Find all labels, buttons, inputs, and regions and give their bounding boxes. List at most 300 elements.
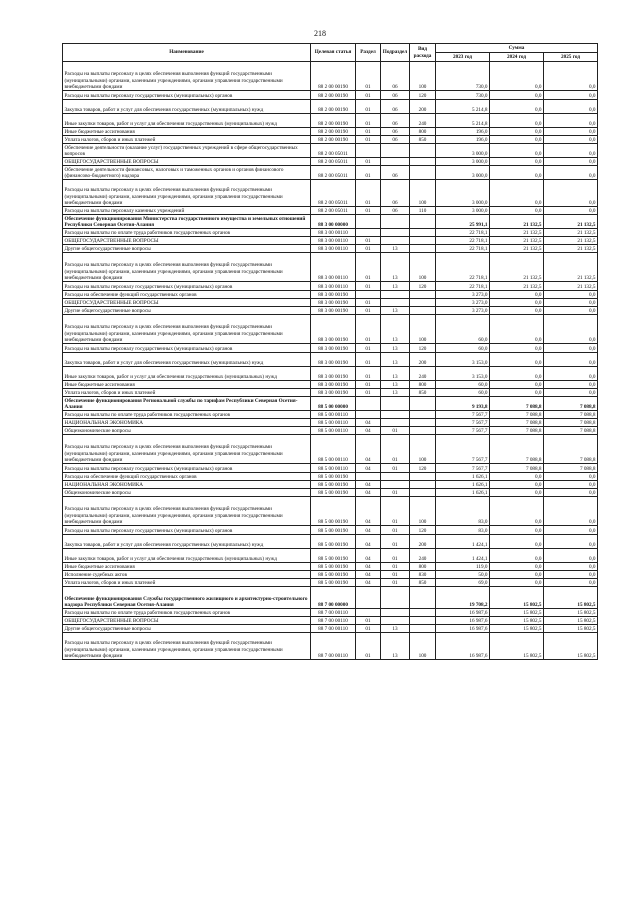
row-target-article: 88 5 00 00190	[311, 481, 356, 489]
table-row	[63, 367, 598, 381]
row-expense-type	[410, 489, 436, 497]
row-amount-2023: 50,0	[436, 571, 490, 579]
row-target-article: 88 3 00 00190	[311, 381, 356, 389]
row-target-article: 88 5 00 00190	[311, 526, 356, 535]
row-amount-2023: 3 000,0	[436, 166, 490, 180]
row-name: Расходы на выплаты персоналу в целях обеспечения выполнения функций государственными (муниципальными) органами, казенными учреждениями, органами управления государственными внебюджетными фондами	[63, 435, 311, 464]
row-expense-type	[410, 617, 436, 625]
row-subsection	[381, 397, 410, 411]
row-expense-type: 100	[410, 180, 436, 207]
budget-table	[62, 43, 598, 660]
row-expense-type: 120	[410, 282, 436, 291]
row-expense-type	[410, 609, 436, 617]
row-subsection: 13	[381, 315, 410, 344]
row-expense-type	[410, 215, 436, 229]
row-name: Общеэкономические вопросы	[63, 427, 311, 435]
row-subsection: 06	[381, 166, 410, 180]
row-target-article: 88 3 00 00110	[311, 245, 356, 253]
row-subsection: 06	[381, 100, 410, 114]
row-amount-2025: 0,0	[544, 497, 598, 526]
row-target-article: 88 5 00 00110	[311, 464, 356, 473]
row-name: Уплата налогов, сборов и иных платежей	[63, 579, 311, 587]
row-name: Расходы на выплаты персоналу казенных учреждений	[63, 207, 311, 215]
row-amount-2025: 0,0	[544, 291, 598, 299]
row-expense-type: 100	[410, 315, 436, 344]
row-amount-2024: 0,0	[490, 207, 544, 215]
row-subsection: 06	[381, 180, 410, 207]
row-amount-2024: 0,0	[490, 473, 544, 481]
row-name: Общеэкономические вопросы	[63, 489, 311, 497]
row-section: 04	[356, 535, 381, 549]
table-row	[63, 571, 598, 579]
row-target-article: 88 5 00 00190	[311, 535, 356, 549]
header-section: Раздел	[356, 44, 381, 62]
row-section: 01	[356, 158, 381, 166]
row-expense-type	[410, 625, 436, 633]
row-name: Обеспечение функционирования Региональной службы по тарифам Республики Северная Осетия-Алания	[63, 397, 311, 411]
row-subsection	[381, 609, 410, 617]
row-name: Иные закупки товаров, работ и услуг для обеспечения государственных (муниципальных) нужд	[63, 367, 311, 381]
row-expense-type: 800	[410, 381, 436, 389]
row-subsection: 01	[381, 526, 410, 535]
table-row	[63, 245, 598, 253]
row-amount-2024: 21 132,5	[490, 253, 544, 282]
row-amount-2024: 0,0	[490, 489, 544, 497]
table-row	[63, 158, 598, 166]
row-expense-type	[410, 419, 436, 427]
row-amount-2023: 83,0	[436, 526, 490, 535]
table-row	[63, 535, 598, 549]
row-expense-type: 120	[410, 464, 436, 473]
row-amount-2023: 16 987,6	[436, 633, 490, 660]
row-name: Расходы на выплаты персоналу в целях обеспечения выполнения функций государственными (муниципальными) органами, казенными учреждениями, органами управления государственными внебюджетными фондами	[63, 633, 311, 660]
row-target-article: 88 5 00 00190	[311, 579, 356, 587]
row-subsection	[381, 617, 410, 625]
row-section: 01	[356, 625, 381, 633]
row-section: 01	[356, 245, 381, 253]
row-subsection: 13	[381, 389, 410, 397]
row-amount-2024: 0,0	[490, 291, 544, 299]
row-amount-2025: 0,0	[544, 344, 598, 353]
header-expense-type: Вид расхода	[410, 44, 436, 62]
row-expense-type: 830	[410, 571, 436, 579]
row-amount-2025: 15 802,5	[544, 617, 598, 625]
row-expense-type: 200	[410, 353, 436, 367]
row-amount-2023: 5 214,8	[436, 100, 490, 114]
row-amount-2023: 119,0	[436, 563, 490, 571]
row-target-article: 88 7 00 00110	[311, 625, 356, 633]
row-amount-2023: 7 567,7	[436, 427, 490, 435]
row-subsection	[381, 419, 410, 427]
row-subsection: 01	[381, 427, 410, 435]
row-name: Иные закупки товаров, работ и услуг для обеспечения государственных (муниципальных) нужд	[63, 549, 311, 563]
row-section	[356, 229, 381, 237]
row-subsection: 01	[381, 435, 410, 464]
row-amount-2025: 0,0	[544, 563, 598, 571]
row-target-article: 88 2 00 05011	[311, 158, 356, 166]
row-name: Обеспечение деятельности (оказание услуг) государственных учреждений в сфере общегосударственных вопросов	[63, 144, 311, 158]
row-section	[356, 215, 381, 229]
row-subsection: 13	[381, 245, 410, 253]
row-amount-2023: 22 718,1	[436, 245, 490, 253]
row-name: Расходы на выплаты персоналу в целях обеспечения выполнения функций государственными (муниципальными) органами, казенными учреждениями, органами управления государственными внебюджетными фондами	[63, 62, 311, 91]
row-amount-2025: 15 802,5	[544, 587, 598, 609]
row-name: ОБЩЕГОСУДАРСТВЕННЫЕ ВОПРОСЫ	[63, 299, 311, 307]
row-target-article: 88 2 00 00190	[311, 100, 356, 114]
table-row	[63, 229, 598, 237]
table-row	[63, 136, 598, 144]
row-target-article: 88 3 00 00190	[311, 299, 356, 307]
row-amount-2023: 3 000,0	[436, 144, 490, 158]
row-expense-type: 240	[410, 114, 436, 128]
row-name: Расходы на выплаты персоналу в целях обеспечения выполнения функций государственными (муниципальными) органами, казенными учреждениями, органами управления государственными внебюджетными фондами	[63, 253, 311, 282]
row-amount-2023: 16 987,6	[436, 609, 490, 617]
row-amount-2023: 196,0	[436, 128, 490, 136]
row-amount-2023: 1 626,1	[436, 489, 490, 497]
row-amount-2024: 0,0	[490, 497, 544, 526]
row-name: Другие общегосударственные вопросы	[63, 307, 311, 315]
row-amount-2025: 0,0	[544, 307, 598, 315]
table-row	[63, 473, 598, 481]
row-expense-type	[410, 587, 436, 609]
table-row	[63, 489, 598, 497]
row-amount-2024: 0,0	[490, 344, 544, 353]
table-row	[63, 497, 598, 526]
header-subsection: Подраздел	[381, 44, 410, 62]
row-expense-type: 800	[410, 128, 436, 136]
row-section: 01	[356, 353, 381, 367]
row-section: 04	[356, 435, 381, 464]
row-name: ОБЩЕГОСУДАРСТВЕННЫЕ ВОПРОСЫ	[63, 158, 311, 166]
table-row	[63, 625, 598, 633]
row-section: 04	[356, 497, 381, 526]
row-name: Расходы на обеспечение функций государственных органов	[63, 473, 311, 481]
row-section: 04	[356, 526, 381, 535]
row-subsection	[381, 229, 410, 237]
row-name: НАЦИОНАЛЬНАЯ ЭКОНОМИКА	[63, 481, 311, 489]
row-amount-2024: 0,0	[490, 535, 544, 549]
row-subsection	[381, 411, 410, 419]
row-amount-2024: 0,0	[490, 549, 544, 563]
row-amount-2024: 7 088,8	[490, 397, 544, 411]
row-amount-2023: 22 718,1	[436, 282, 490, 291]
row-name: Расходы на выплаты персоналу государственных (муниципальных) органов	[63, 464, 311, 473]
row-expense-type	[410, 411, 436, 419]
row-section: 01	[356, 180, 381, 207]
row-target-article: 88 2 00 05011	[311, 180, 356, 207]
table-row	[63, 563, 598, 571]
row-name: Расходы на выплаты персоналу государственных (муниципальных) органов	[63, 282, 311, 291]
row-section: 01	[356, 100, 381, 114]
row-target-article: 88 2 00 05011	[311, 144, 356, 158]
row-target-article: 88 5 00 00190	[311, 571, 356, 579]
row-amount-2024: 0,0	[490, 91, 544, 100]
row-section: 01	[356, 253, 381, 282]
row-target-article: 88 3 00 00190	[311, 315, 356, 344]
row-target-article: 88 2 00 05011	[311, 166, 356, 180]
row-expense-type: 200	[410, 100, 436, 114]
row-amount-2023: 69,0	[436, 579, 490, 587]
row-amount-2024: 7 088,8	[490, 427, 544, 435]
row-amount-2024: 15 802,5	[490, 587, 544, 609]
row-amount-2023: 1 424,1	[436, 535, 490, 549]
row-amount-2024: 21 132,5	[490, 229, 544, 237]
row-subsection: 13	[381, 353, 410, 367]
row-subsection	[381, 299, 410, 307]
row-expense-type: 100	[410, 253, 436, 282]
row-amount-2024: 0,0	[490, 579, 544, 587]
row-section: 01	[356, 207, 381, 215]
row-amount-2023: 25 991,1	[436, 215, 490, 229]
row-amount-2023: 730,0	[436, 91, 490, 100]
row-target-article: 88 3 00 00110	[311, 237, 356, 245]
row-section: 04	[356, 563, 381, 571]
row-name: Закупка товаров, работ и услуг для обеспечения государственных (муниципальных) нужд	[63, 100, 311, 114]
row-expense-type: 110	[410, 207, 436, 215]
row-amount-2024: 0,0	[490, 144, 544, 158]
row-amount-2025: 0,0	[544, 91, 598, 100]
row-section: 01	[356, 62, 381, 91]
row-amount-2025: 0,0	[544, 315, 598, 344]
row-amount-2024: 0,0	[490, 299, 544, 307]
row-name: Иные бюджетные ассигнования	[63, 128, 311, 136]
row-target-article: 88 5 00 00190	[311, 563, 356, 571]
row-section	[356, 473, 381, 481]
row-expense-type: 240	[410, 367, 436, 381]
row-amount-2023: 3 153,0	[436, 353, 490, 367]
row-section	[356, 609, 381, 617]
row-target-article: 88 2 00 05011	[311, 207, 356, 215]
row-expense-type	[410, 144, 436, 158]
row-amount-2023: 60,0	[436, 381, 490, 389]
row-name: НАЦИОНАЛЬНАЯ ЭКОНОМИКА	[63, 419, 311, 427]
table-row	[63, 587, 598, 609]
table-body	[63, 62, 598, 660]
row-target-article: 88 2 00 00190	[311, 62, 356, 91]
row-amount-2025: 21 132,5	[544, 253, 598, 282]
row-section: 04	[356, 489, 381, 497]
row-subsection: 01	[381, 579, 410, 587]
row-amount-2024: 0,0	[490, 136, 544, 144]
row-target-article: 88 3 00 00110	[311, 282, 356, 291]
row-section: 01	[356, 114, 381, 128]
row-name: Другие общегосударственные вопросы	[63, 245, 311, 253]
row-subsection	[381, 587, 410, 609]
row-amount-2025: 0,0	[544, 166, 598, 180]
row-target-article: 88 5 00 00000	[311, 397, 356, 411]
row-amount-2023: 3 000,0	[436, 158, 490, 166]
table-row	[63, 62, 598, 91]
row-section: 01	[356, 299, 381, 307]
row-amount-2023: 16 987,6	[436, 617, 490, 625]
row-amount-2024: 7 088,8	[490, 411, 544, 419]
row-subsection: 13	[381, 381, 410, 389]
table-row	[63, 299, 598, 307]
row-expense-type: 850	[410, 136, 436, 144]
row-amount-2025: 15 802,5	[544, 633, 598, 660]
row-amount-2023: 60,0	[436, 389, 490, 397]
row-amount-2023: 19 708,2	[436, 587, 490, 609]
row-amount-2025: 0,0	[544, 353, 598, 367]
row-section: 01	[356, 307, 381, 315]
table-row	[63, 353, 598, 367]
row-expense-type: 100	[410, 633, 436, 660]
row-expense-type: 100	[410, 62, 436, 91]
row-amount-2023: 7 567,7	[436, 435, 490, 464]
row-amount-2024: 0,0	[490, 307, 544, 315]
row-amount-2023: 9 193,8	[436, 397, 490, 411]
row-name: Расходы на выплаты по оплате труда работников государственных органов	[63, 609, 311, 617]
row-expense-type	[410, 229, 436, 237]
row-amount-2025: 0,0	[544, 144, 598, 158]
row-amount-2024: 0,0	[490, 381, 544, 389]
row-amount-2024: 0,0	[490, 166, 544, 180]
row-name: Расходы на выплаты персоналу в целях обеспечения выполнения функций государственными (муниципальными) органами, казенными учреждениями, органами управления государственными внебюджетными фондами	[63, 180, 311, 207]
row-section: 04	[356, 549, 381, 563]
row-section: 01	[356, 237, 381, 245]
row-amount-2025: 0,0	[544, 389, 598, 397]
row-amount-2023: 3 000,0	[436, 207, 490, 215]
row-target-article: 88 5 00 00190	[311, 549, 356, 563]
row-section: 01	[356, 381, 381, 389]
row-section: 01	[356, 617, 381, 625]
row-amount-2025: 0,0	[544, 489, 598, 497]
row-subsection: 06	[381, 136, 410, 144]
row-subsection: 06	[381, 114, 410, 128]
row-amount-2024: 0,0	[490, 563, 544, 571]
row-amount-2025: 0,0	[544, 571, 598, 579]
row-target-article: 88 5 00 00110	[311, 419, 356, 427]
table-row	[63, 180, 598, 207]
row-expense-type: 120	[410, 344, 436, 353]
row-subsection: 01	[381, 535, 410, 549]
row-subsection: 13	[381, 307, 410, 315]
row-subsection	[381, 291, 410, 299]
table-row	[63, 617, 598, 625]
row-section: 04	[356, 419, 381, 427]
row-amount-2025: 7 088,8	[544, 397, 598, 411]
row-target-article: 88 7 00 00000	[311, 587, 356, 609]
row-amount-2023: 60,0	[436, 315, 490, 344]
row-subsection: 13	[381, 633, 410, 660]
row-amount-2024: 15 802,5	[490, 609, 544, 617]
row-subsection	[381, 158, 410, 166]
table-row	[63, 144, 598, 158]
table-row	[63, 253, 598, 282]
row-amount-2024: 15 802,5	[490, 617, 544, 625]
row-expense-type: 800	[410, 563, 436, 571]
row-amount-2025: 0,0	[544, 299, 598, 307]
row-amount-2025: 0,0	[544, 100, 598, 114]
row-subsection: 06	[381, 91, 410, 100]
row-amount-2024: 0,0	[490, 389, 544, 397]
row-amount-2024: 0,0	[490, 481, 544, 489]
row-name: Расходы на выплаты персоналу в целях обеспечения выполнения функций государственными (муниципальными) органами, казенными учреждениями, органами управления государственными внебюджетными фондами	[63, 315, 311, 344]
row-section: 04	[356, 464, 381, 473]
row-amount-2023: 22 718,1	[436, 229, 490, 237]
row-section: 01	[356, 91, 381, 100]
row-name: Закупка товаров, работ и услуг для обеспечения государственных (муниципальных) нужд	[63, 353, 311, 367]
row-target-article: 88 3 00 00000	[311, 215, 356, 229]
row-name: Обеспечение функционирования Службы государственного жилищного и архитектурно-строительного надзора Республики Северная Осетия-Алания	[63, 587, 311, 609]
table-row	[63, 166, 598, 180]
row-amount-2023: 22 718,1	[436, 253, 490, 282]
row-amount-2023: 5 214,8	[436, 114, 490, 128]
row-subsection: 13	[381, 367, 410, 381]
row-amount-2025: 7 088,8	[544, 411, 598, 419]
row-expense-type	[410, 166, 436, 180]
row-section: 01	[356, 128, 381, 136]
row-name: Расходы на выплаты персоналу государственных (муниципальных) органов	[63, 344, 311, 353]
row-amount-2025: 21 132,5	[544, 282, 598, 291]
row-target-article: 88 3 00 00190	[311, 291, 356, 299]
row-expense-type: 850	[410, 389, 436, 397]
row-amount-2023: 7 567,7	[436, 419, 490, 427]
table-row	[63, 344, 598, 353]
table-row	[63, 397, 598, 411]
row-section: 01	[356, 344, 381, 353]
row-target-article: 88 3 00 00190	[311, 367, 356, 381]
row-amount-2024: 7 088,8	[490, 419, 544, 427]
table-row	[63, 464, 598, 473]
row-expense-type	[410, 307, 436, 315]
row-subsection	[381, 481, 410, 489]
row-expense-type: 850	[410, 579, 436, 587]
row-subsection: 13	[381, 625, 410, 633]
row-expense-type: 100	[410, 435, 436, 464]
row-target-article: 88 2 00 00190	[311, 128, 356, 136]
row-amount-2025: 7 088,8	[544, 419, 598, 427]
row-subsection: 06	[381, 128, 410, 136]
row-amount-2025: 0,0	[544, 473, 598, 481]
row-section: 04	[356, 481, 381, 489]
row-section: 01	[356, 389, 381, 397]
header-target-article: Целевая статья	[311, 44, 356, 62]
row-amount-2023: 3 273,0	[436, 307, 490, 315]
row-section	[356, 397, 381, 411]
row-amount-2024: 0,0	[490, 367, 544, 381]
table-row	[63, 389, 598, 397]
row-expense-type	[410, 481, 436, 489]
row-subsection	[381, 215, 410, 229]
row-amount-2024: 0,0	[490, 128, 544, 136]
table-row	[63, 427, 598, 435]
row-target-article: 88 5 00 00110	[311, 435, 356, 464]
row-amount-2024: 7 088,8	[490, 435, 544, 464]
table-row	[63, 315, 598, 344]
table-row	[63, 128, 598, 136]
row-amount-2025: 7 088,8	[544, 427, 598, 435]
row-section: 04	[356, 571, 381, 579]
row-subsection	[381, 473, 410, 481]
row-amount-2025: 21 132,5	[544, 229, 598, 237]
row-target-article: 88 7 00 00110	[311, 633, 356, 660]
row-target-article: 88 5 00 00190	[311, 489, 356, 497]
row-amount-2024: 0,0	[490, 62, 544, 91]
row-subsection	[381, 144, 410, 158]
row-subsection: 13	[381, 344, 410, 353]
row-amount-2025: 0,0	[544, 136, 598, 144]
row-expense-type	[410, 427, 436, 435]
row-amount-2025: 0,0	[544, 549, 598, 563]
row-amount-2024: 0,0	[490, 180, 544, 207]
row-amount-2025: 15 802,5	[544, 609, 598, 617]
row-amount-2025: 7 088,8	[544, 435, 598, 464]
row-amount-2025: 0,0	[544, 381, 598, 389]
row-name: Закупка товаров, работ и услуг для обеспечения государственных (муниципальных) нужд	[63, 535, 311, 549]
table-header	[63, 44, 598, 62]
row-expense-type: 120	[410, 91, 436, 100]
